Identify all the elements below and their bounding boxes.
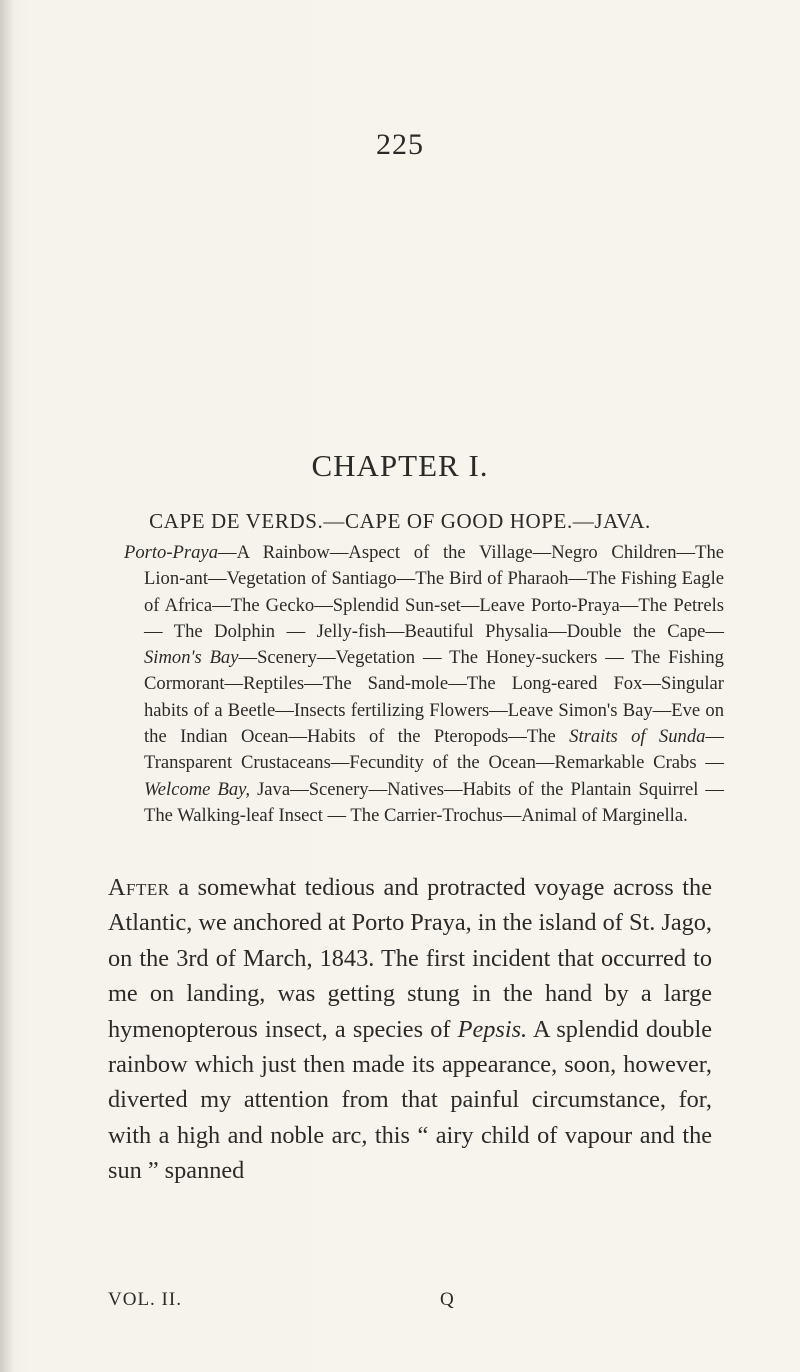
synopsis-segment: Simon's Bay: [144, 647, 239, 669]
body-segment-italic: Pepsis.: [457, 1015, 528, 1043]
drop-word: After: [108, 874, 170, 901]
spine-shadow: [0, 0, 14, 1372]
synopsis-segment: Straits of Sunda: [569, 726, 706, 748]
volume-label: VOL. II.: [108, 1289, 182, 1310]
chapter-subtitle: CAPE DE VERDS.—CAPE OF GOOD HOPE.—JAVA.: [149, 509, 651, 533]
body-paragraph: [108, 870, 712, 1189]
synopsis-segment: —A Rainbow—Aspect of the Village—Negro Children—The Lion-ant—Vegetation of Santiago—The Bird of Pharaoh—The Fishing Eagle of Africa—The Gecko—Splendid Sun-set—Leave Porto-Praya—The Petrels — The Dolphin — Jelly-fish—Beautiful Physalia—Double the Cape—: [144, 542, 724, 642]
synopsis-segment: Porto-Praya: [124, 542, 218, 563]
chapter-synopsis: [124, 540, 724, 829]
body-segment: a somewhat tedious and protracted voyage across the Atlantic, we anchored at Porto Praya, in the island of St. Jago, on the 3rd of March, 1843. The first incident that occurred to me on landing, was getting stung in the hand by a large hymenopterous insect, a species of: [108, 874, 712, 1043]
body-segment: A splendid double rainbow which just then made its appearance, soon, however, diverted my attention from that painful circumstance, for, with a high and noble arc, this “ airy child of vapour and the sun ” spanned: [108, 1015, 712, 1185]
page-number: 225: [376, 128, 424, 161]
synopsis-segment: —Transparent Crustaceans—Fecundity of the Ocean—Remarkable Crabs —: [144, 726, 725, 774]
chapter-title: CHAPTER I.: [311, 448, 489, 483]
synopsis-segment: —Scenery—Vegetation — The Honey-suckers — The Fishing Cormorant—Reptiles—The Sand-mole—The Long-eared Fox—Singular habits of a Beetle—Insects fertilizing Flowers—Leave Simon's Bay—Eve on the Indian Ocean—Habits of the Pteropods—The: [144, 647, 724, 748]
signature-mark: Q: [440, 1289, 454, 1310]
synopsis-segment: Welcome Bay,: [144, 778, 251, 800]
synopsis-segment: Java—Scenery—Natives—Habits of the Plantain Squirrel — The Walking-leaf Insect — The Carrier-Trochus—Animal of Marginella.: [144, 778, 725, 826]
